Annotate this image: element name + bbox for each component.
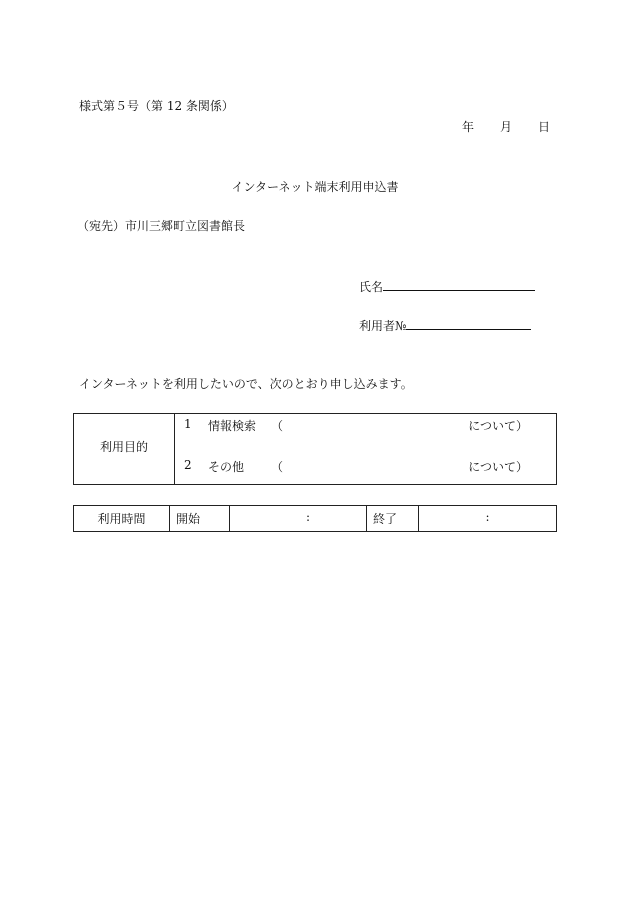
name-field[interactable] — [383, 280, 535, 291]
intro-text: インターネットを利用したいので、次のとおり申し込みます。 — [79, 377, 413, 391]
month-label: 月 — [499, 120, 512, 134]
document-title: インターネット端末利用申込書 — [231, 180, 399, 194]
day-label: 日 — [537, 120, 550, 134]
open-paren: （ — [271, 460, 284, 474]
purpose-number: 2 — [184, 458, 192, 472]
end-label: 終了 — [373, 512, 398, 526]
user-number-field[interactable] — [406, 319, 531, 330]
purpose-row-info-search[interactable] — [184, 417, 528, 433]
purpose-label: その他 — [208, 460, 245, 474]
user-number-label: 利用者№ — [359, 319, 407, 333]
purpose-table — [73, 413, 557, 485]
end-time-separator: : — [485, 510, 490, 524]
time-header: 利用時間 — [97, 512, 146, 526]
user-number-line — [359, 317, 531, 334]
start-label: 開始 — [176, 512, 201, 526]
purpose-header-cell — [74, 414, 175, 484]
addressee: （宛先）市川三郷町立図書館長 — [77, 219, 246, 233]
start-time-separator: : — [305, 510, 311, 524]
purpose-row-other[interactable] — [184, 458, 528, 474]
purpose-header: 利用目的 — [99, 440, 148, 454]
end-time-field[interactable] — [419, 506, 556, 531]
purpose-number: 1 — [184, 417, 192, 431]
open-paren: （ — [271, 419, 284, 433]
date-line — [462, 118, 550, 135]
time-table — [73, 505, 557, 532]
name-line — [359, 278, 535, 295]
start-label-cell — [170, 506, 230, 531]
purpose-suffix: について） — [468, 460, 528, 474]
time-header-cell — [74, 506, 170, 531]
purpose-label: 情報検索 — [208, 419, 257, 433]
form-number: 様式第５号（第 12 条関係） — [79, 99, 234, 113]
name-label: 氏名 — [359, 280, 384, 294]
purpose-suffix: について） — [468, 419, 528, 433]
start-time-field[interactable] — [230, 506, 367, 531]
year-label: 年 — [461, 120, 474, 134]
end-label-cell — [367, 506, 419, 531]
